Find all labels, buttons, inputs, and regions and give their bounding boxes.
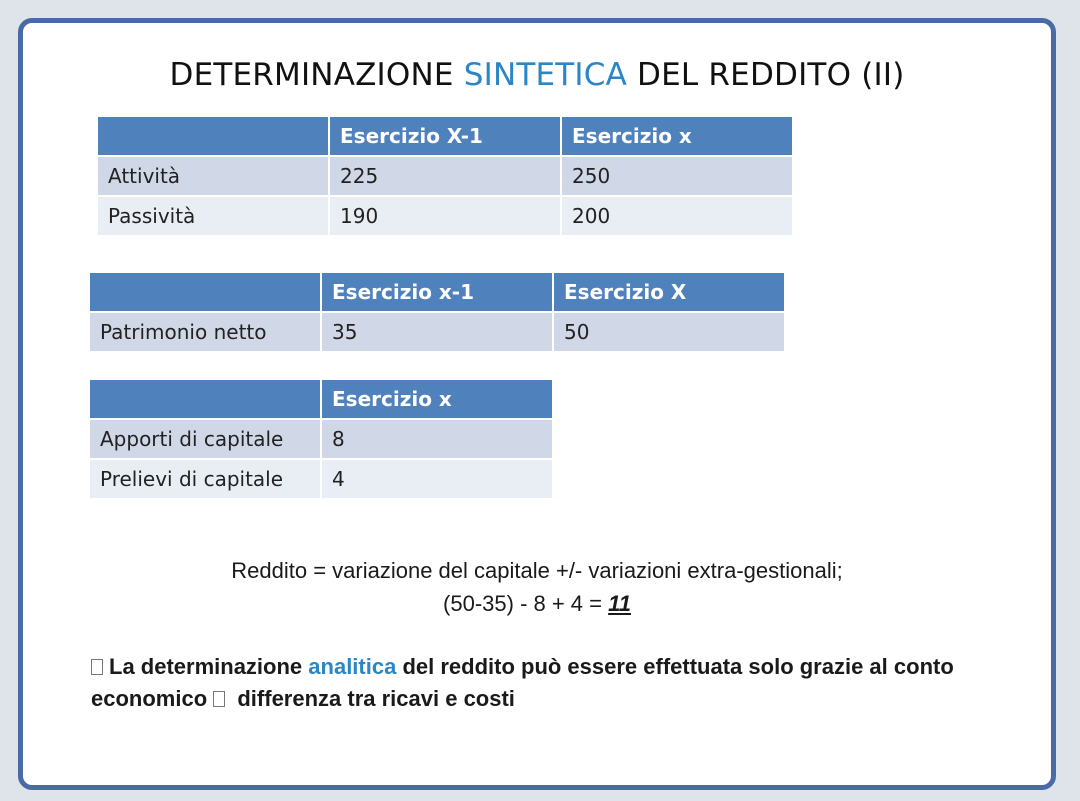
table-row <box>90 420 552 458</box>
note-accent: analitica <box>308 654 397 679</box>
table-header-cell <box>90 273 320 311</box>
arrow-box-icon <box>213 691 225 707</box>
slide <box>18 18 1056 790</box>
formula-expression: (50-35) - 8 + 4 = <box>443 591 609 616</box>
table-cell: 250 <box>562 157 792 195</box>
table-cell: 200 <box>562 197 792 235</box>
title-part2: DEL REDDITO (II) <box>626 57 905 93</box>
table-row <box>90 313 784 351</box>
table-cell: Attività <box>98 157 328 195</box>
note-part3: differenza tra ricavi e costi <box>231 686 515 711</box>
formula-result: 11 <box>608 591 631 616</box>
table-header-cell: Esercizio x <box>322 380 552 418</box>
table-cell: 50 <box>554 313 784 351</box>
table-row <box>98 157 792 195</box>
table-row <box>90 460 552 498</box>
formula-line-2 <box>23 589 1051 619</box>
table-header-cell <box>98 117 328 155</box>
note-part1: La determinazione <box>109 654 309 679</box>
table-cell: Passività <box>98 197 328 235</box>
table-row <box>98 197 792 235</box>
table-header-cell <box>90 380 320 418</box>
formula-line-1: Reddito = variazione del capitale +/- variazioni extra-gestionali; <box>231 558 843 583</box>
table-cell: 225 <box>330 157 560 195</box>
analitica-note <box>91 651 991 715</box>
note-part2: del reddito può essere effettuata solo grazie al conto economico <box>91 654 954 711</box>
table-cell: 190 <box>330 197 560 235</box>
table-header-cell: Esercizio x <box>562 117 792 155</box>
table-cell: 8 <box>322 420 552 458</box>
table-apporti-prelievi <box>88 378 554 500</box>
table-cell: Prelievi di capitale <box>90 460 320 498</box>
table-cell: Patrimonio netto <box>90 313 320 351</box>
table-patrimonio-netto <box>88 271 786 353</box>
bullet-box-icon <box>91 659 103 675</box>
slide-title <box>23 57 1051 93</box>
table-cell: 35 <box>322 313 552 351</box>
title-accent: SINTETICA <box>463 57 627 93</box>
table-header-cell: Esercizio X-1 <box>330 117 560 155</box>
table-attivita-passivita <box>96 115 794 237</box>
table-cell: 4 <box>322 460 552 498</box>
table-header-cell: Esercizio X <box>554 273 784 311</box>
title-part1: DETERMINAZIONE <box>169 57 464 93</box>
table-header-cell: Esercizio x-1 <box>322 273 552 311</box>
table-cell: Apporti di capitale <box>90 420 320 458</box>
